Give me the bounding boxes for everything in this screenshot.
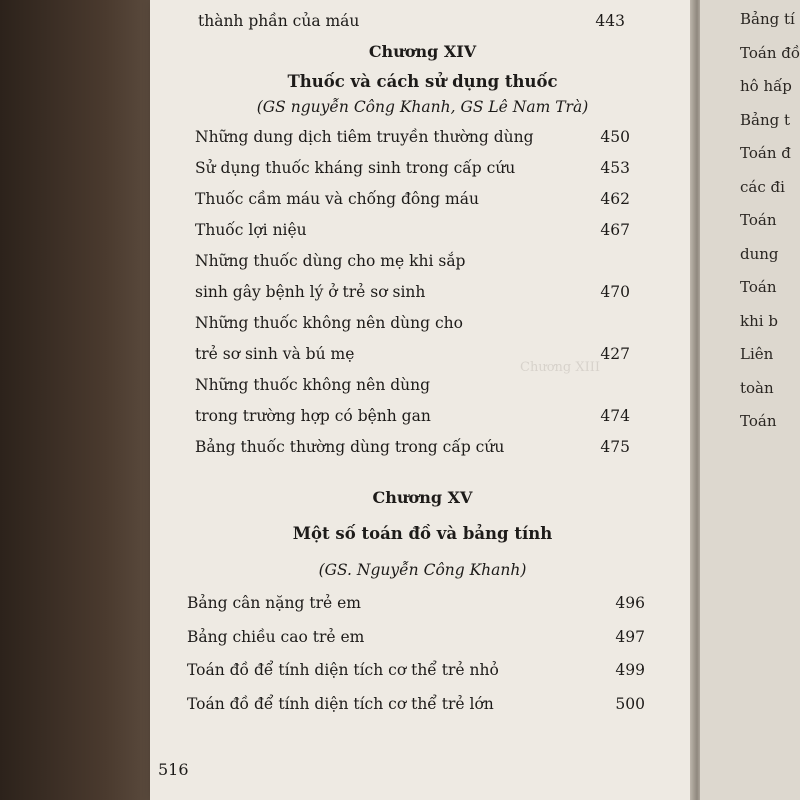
toc-entry-page: 474 bbox=[600, 407, 630, 425]
toc-entry-title: Những thuốc không nên dùng bbox=[195, 376, 431, 394]
toc-entry-title: Thuốc cầm máu và chống đông máu bbox=[195, 190, 479, 208]
facing-page-line: dung bbox=[740, 244, 779, 263]
toc-entry-page: 496 bbox=[615, 594, 645, 612]
toc-entry-page: 427 bbox=[600, 345, 630, 363]
facing-page-line: toàn bbox=[740, 378, 774, 397]
chapter-14-authors: (GS nguyễn Công Khanh, GS Lê Nam Trà) bbox=[256, 98, 589, 116]
chapter-14-section-title: Thuốc và cách sử dụng thuốc bbox=[287, 72, 558, 91]
facing-page-line: Toán bbox=[740, 412, 777, 430]
facing-page-line: các đi bbox=[740, 177, 785, 196]
bleed-through: Chương XIII bbox=[520, 360, 601, 375]
facing-page-line: Bảng t bbox=[740, 110, 791, 129]
book-page bbox=[150, 0, 695, 800]
toc-entry-title: Toán đồ để tính diện tích cơ thể trẻ nhỏ bbox=[187, 661, 499, 679]
toc-entry-title: Bảng thuốc thường dùng trong cấp cứu bbox=[195, 438, 505, 456]
toc-entry-title: Bảng chiều cao trẻ em bbox=[187, 627, 365, 646]
toc-entry-title: Sử dụng thuốc kháng sinh trong cấp cứu bbox=[195, 159, 516, 177]
toc-entry-title: sinh gây bệnh lý ở trẻ sơ sinh bbox=[195, 283, 426, 301]
toc-entry-title: Những thuốc không nên dùng cho bbox=[195, 314, 463, 332]
toc-entry-page: 462 bbox=[600, 190, 630, 208]
book-edge bbox=[0, 0, 150, 800]
toc-entry-page: 500 bbox=[615, 694, 645, 713]
chapter-15-section-title: Một số toán đồ và bảng tính bbox=[292, 524, 553, 543]
toc-entry-title: trong trường hợp có bệnh gan bbox=[195, 407, 431, 425]
facing-page-line: hô hấp bbox=[740, 77, 792, 95]
toc-entry-page: 443 bbox=[595, 12, 625, 30]
facing-page-line: Bảng tí bbox=[740, 10, 795, 28]
toc-entry-title: Những thuốc dùng cho mẹ khi sắp bbox=[195, 252, 466, 270]
toc-entry-title: Bảng cân nặng trẻ em bbox=[187, 594, 361, 612]
toc-entry-title: Thuốc lợi niệu bbox=[195, 221, 307, 239]
toc-entry-page: 453 bbox=[600, 159, 630, 177]
toc-entry-title: thành phần của máu bbox=[198, 12, 360, 30]
toc-entry-page: 467 bbox=[600, 221, 630, 239]
facing-page-line: Toán bbox=[740, 278, 777, 296]
chapter-14-heading: Chương XIV bbox=[368, 42, 477, 61]
toc-entry-title: Toán đồ để tính diện tích cơ thể trẻ lớn bbox=[187, 694, 494, 713]
toc-entry-title: trẻ sơ sinh và bú mẹ bbox=[195, 345, 355, 363]
facing-page-line: Toán bbox=[740, 211, 777, 229]
facing-page-line: Toán đ bbox=[740, 144, 791, 162]
facing-page-line: khi b bbox=[740, 311, 778, 330]
page-number: 516 bbox=[158, 760, 189, 779]
toc-entry-page: 475 bbox=[600, 438, 630, 456]
toc-entry-page: 497 bbox=[615, 627, 645, 646]
facing-page-line: Liên bbox=[740, 345, 774, 363]
toc-entry-page: 470 bbox=[600, 283, 630, 301]
chapter-15-authors: (GS. Nguyễn Công Khanh) bbox=[318, 561, 527, 579]
chapter-15-heading: Chương XV bbox=[372, 488, 473, 507]
facing-page bbox=[700, 0, 800, 800]
toc-entry-page: 499 bbox=[615, 661, 645, 679]
toc-entry-page: 450 bbox=[600, 128, 630, 146]
toc-entry-title: Những dung dịch tiêm truyền thường dùng bbox=[195, 128, 534, 146]
facing-page-line: Toán đồ bbox=[740, 43, 800, 62]
